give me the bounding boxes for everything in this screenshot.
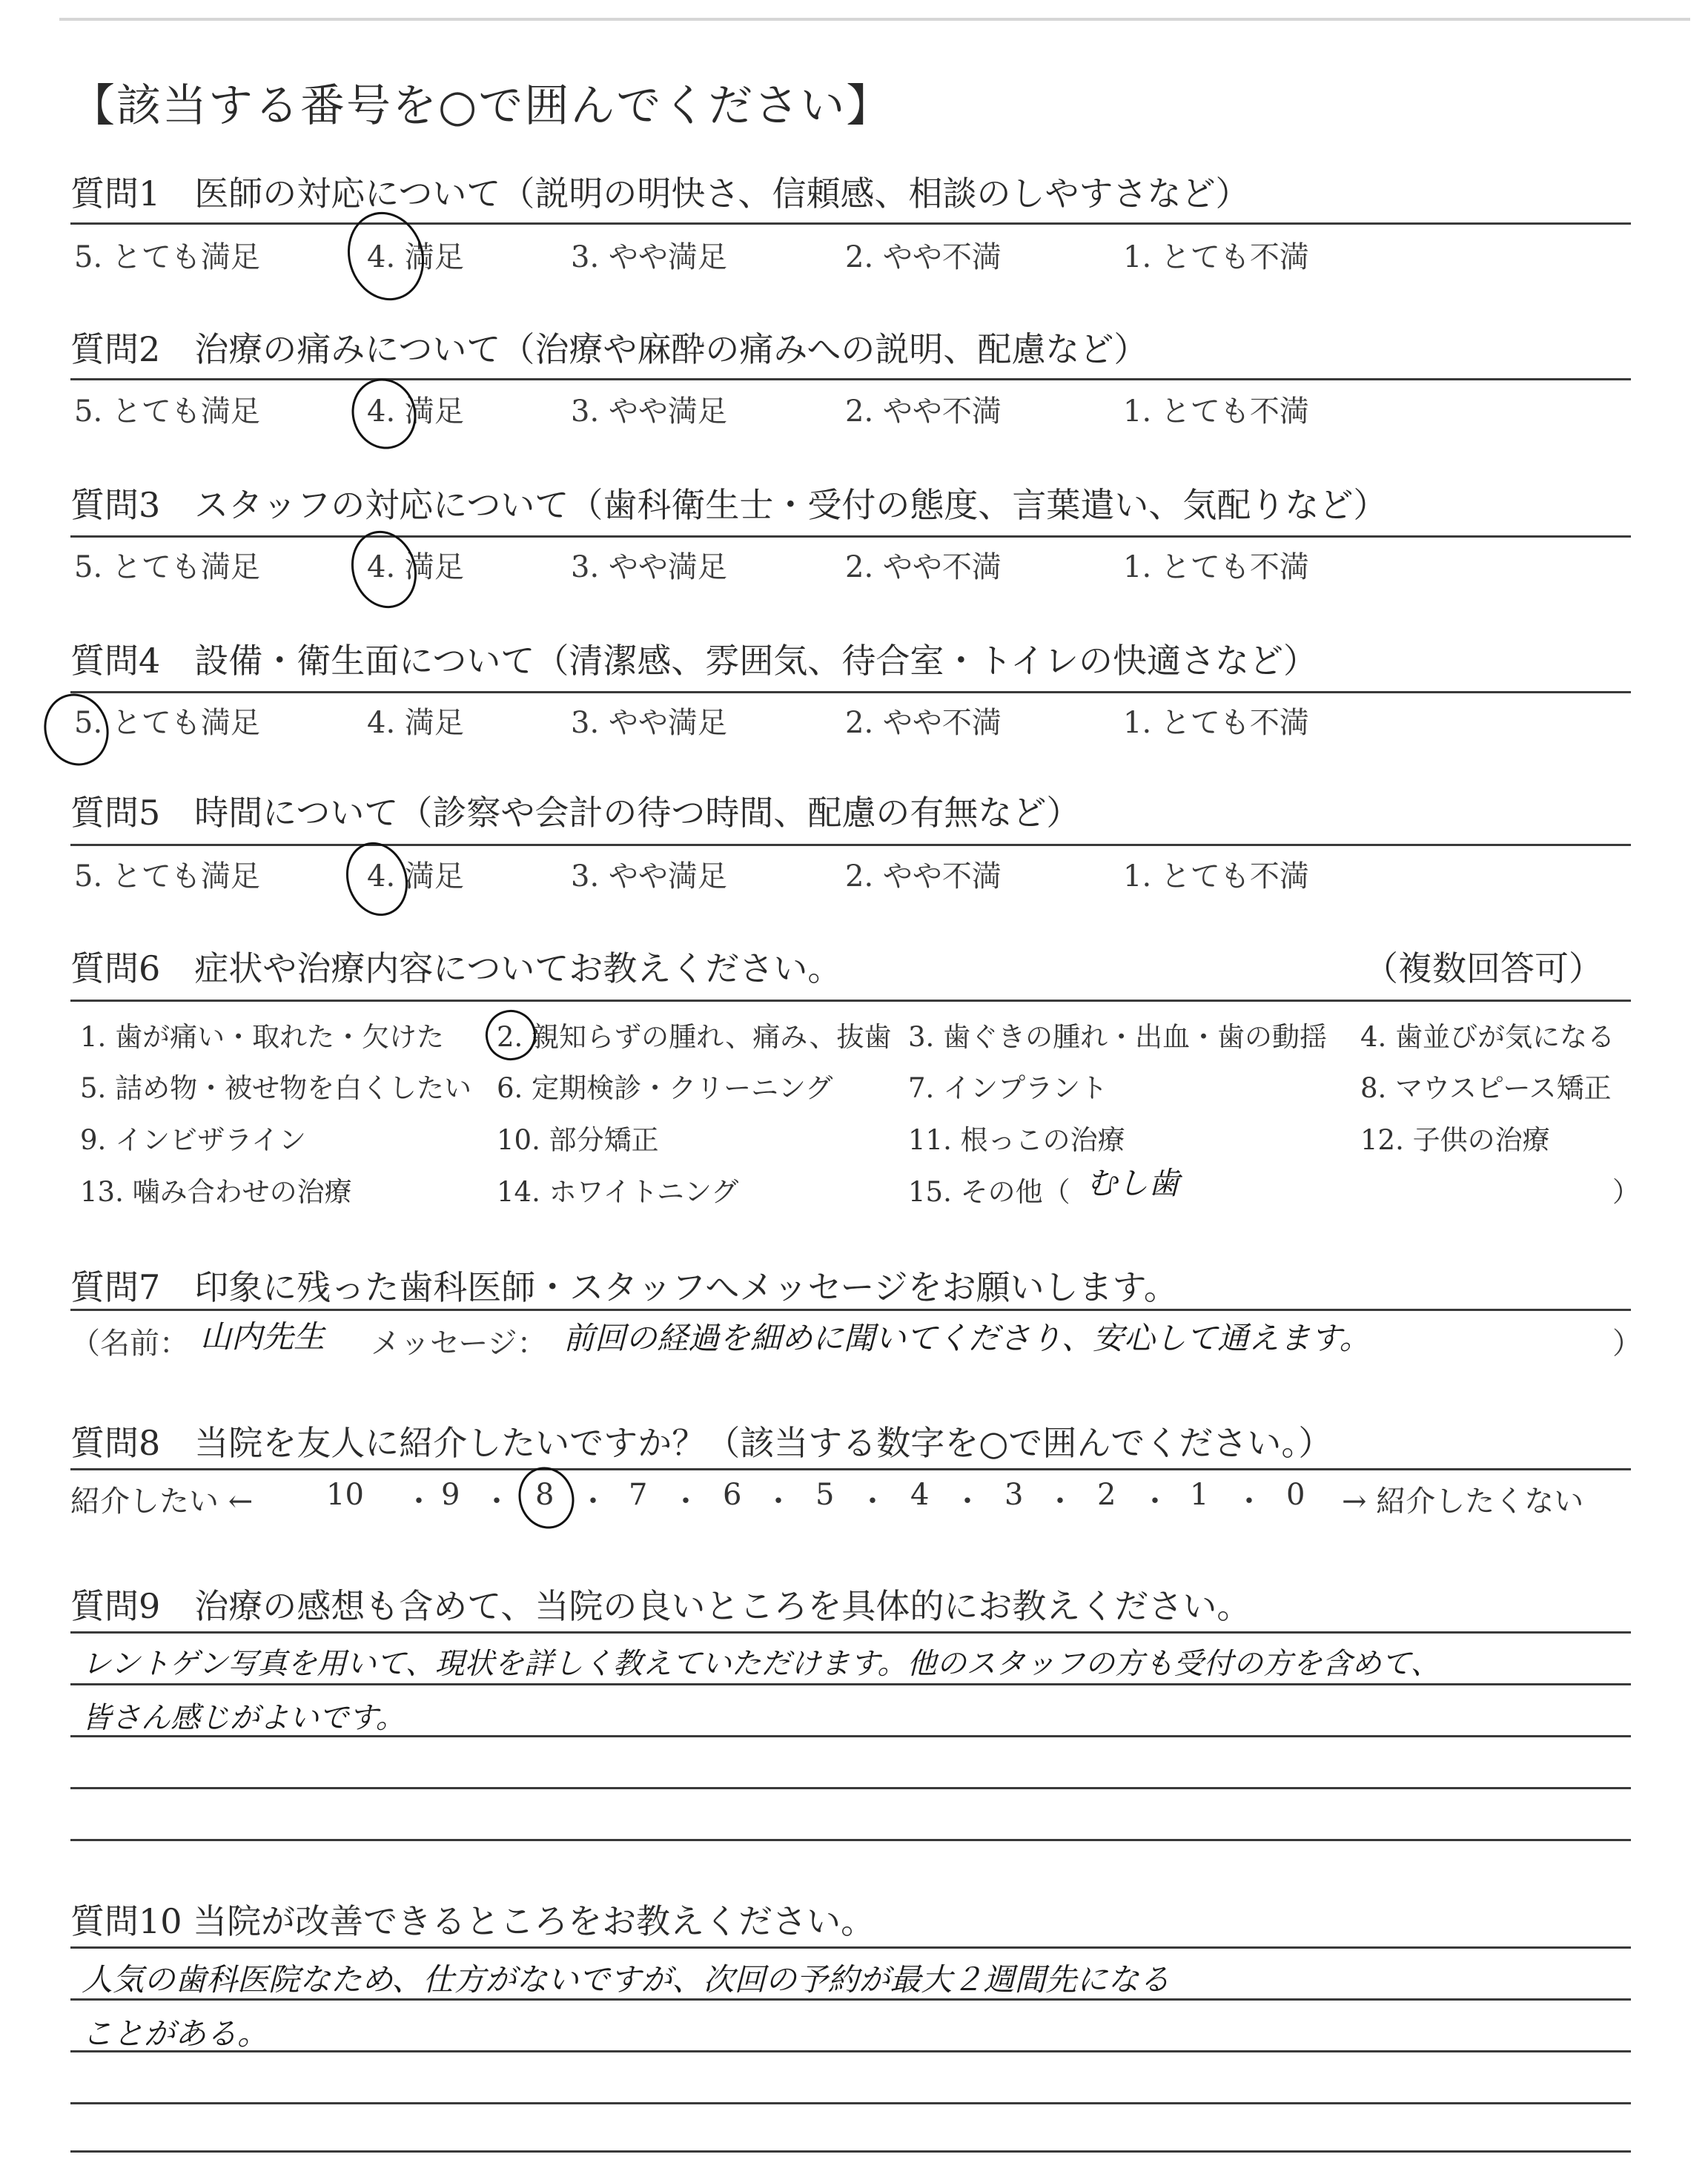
q8-selection-circle bbox=[511, 1460, 582, 1536]
q10-answer-line-2[interactable]: ことがある。 bbox=[82, 2015, 269, 2052]
q10-rule-3 bbox=[70, 2050, 1631, 2052]
q8-dot: ・ bbox=[953, 1484, 982, 1519]
q6-option-4[interactable]: 4. 歯並びが気になる bbox=[1360, 1021, 1615, 1053]
q6-option-9[interactable]: 9. インビザライン bbox=[80, 1124, 306, 1156]
q2-option-5[interactable]: 5. とても満足 bbox=[74, 394, 260, 429]
q10-rule-4 bbox=[70, 2102, 1631, 2104]
q3-option-3[interactable]: 3. やや満足 bbox=[571, 550, 727, 584]
q1-heading: 質問1 医師の対応について（説明の明快さ、信頼感、相談のしやすさなど） bbox=[70, 174, 1250, 214]
q5-heading: 質問5 時間について（診察や会計の待つ時間、配慮の有無など） bbox=[70, 793, 1081, 833]
q3-option-4[interactable]: 4. 満足 bbox=[367, 550, 464, 584]
q4-option-1[interactable]: 1. とても不満 bbox=[1123, 706, 1309, 740]
q6-option-3[interactable]: 3. 歯ぐきの腫れ・出血・歯の動揺 bbox=[908, 1021, 1328, 1053]
q1-option-2[interactable]: 2. やや不満 bbox=[845, 240, 1002, 274]
q5-option-3[interactable]: 3. やや満足 bbox=[571, 859, 727, 894]
q5-rule bbox=[70, 844, 1631, 846]
q6-rule bbox=[70, 1000, 1631, 1002]
q3-rule bbox=[70, 535, 1631, 538]
q8-dot: ・ bbox=[404, 1484, 434, 1519]
q8-left-label: 紹介したい ← bbox=[70, 1484, 254, 1519]
q3-heading: 質問3 スタッフの対応について（歯科衛生士・受付の態度、言葉遣い、気配りなど） bbox=[70, 485, 1388, 525]
q1-option-1[interactable]: 1. とても不満 bbox=[1123, 240, 1309, 274]
q8-scale-9[interactable]: 9 bbox=[441, 1478, 460, 1512]
q6-option-15[interactable]: 15. その他（ bbox=[908, 1176, 1070, 1208]
q4-option-2[interactable]: 2. やや不満 bbox=[845, 706, 1002, 740]
q8-dot: ・ bbox=[1045, 1484, 1075, 1519]
q10-rule-1 bbox=[70, 1946, 1631, 1949]
q10-heading: 質問10 当院が改善できるところをお教えください。 bbox=[70, 1901, 875, 1941]
q5-option-1[interactable]: 1. とても不満 bbox=[1123, 859, 1309, 894]
q4-option-5[interactable]: 5. とても満足 bbox=[74, 706, 260, 740]
q2-option-3[interactable]: 3. やや満足 bbox=[571, 394, 727, 429]
q3-option-2[interactable]: 2. やや不満 bbox=[845, 550, 1002, 584]
q8-rule bbox=[70, 1468, 1631, 1470]
q7-message-value[interactable]: 前回の経過を細めに聞いてくださり、安心して通えます。 bbox=[563, 1320, 1371, 1356]
q1-selection-circle bbox=[337, 202, 435, 310]
q6-option-7[interactable]: 7. インプラント bbox=[908, 1072, 1108, 1104]
q8-dot: ・ bbox=[858, 1484, 887, 1519]
q7-rule bbox=[70, 1309, 1631, 1311]
q4-option-3[interactable]: 3. やや満足 bbox=[571, 706, 727, 740]
q9-rule-2 bbox=[70, 1683, 1631, 1685]
q6-option-8[interactable]: 8. マウスピース矯正 bbox=[1360, 1072, 1612, 1104]
q3-option-5[interactable]: 5. とても満足 bbox=[74, 550, 260, 584]
q2-rule bbox=[70, 378, 1631, 380]
q8-scale-8[interactable]: 8 bbox=[535, 1478, 555, 1512]
q8-scale-6[interactable]: 6 bbox=[723, 1478, 742, 1512]
q5-option-4[interactable]: 4. 満足 bbox=[367, 859, 464, 894]
q6-option-1[interactable]: 1. 歯が痛い・取れた・欠けた bbox=[80, 1021, 445, 1053]
q1-option-3[interactable]: 3. やや満足 bbox=[571, 240, 727, 274]
q7-heading: 質問7 印象に残った歯科医師・スタッフへメッセージをお願いします。 bbox=[70, 1267, 1178, 1307]
q2-option-1[interactable]: 1. とても不満 bbox=[1123, 394, 1309, 429]
q4-option-4[interactable]: 4. 満足 bbox=[367, 706, 464, 740]
q8-scale-1[interactable]: 1 bbox=[1190, 1478, 1209, 1512]
q6-other-answer[interactable]: むし歯 bbox=[1086, 1165, 1180, 1201]
q8-scale-0[interactable]: 0 bbox=[1286, 1478, 1305, 1512]
q6-selection-circle bbox=[479, 1003, 543, 1067]
q6-note: （複数回答可） bbox=[1364, 948, 1603, 988]
q10-answer-line-1[interactable]: 人気の歯科医院なため、仕方がないですが、次回の予約が最大２週間先になる bbox=[82, 1961, 1171, 1998]
q2-option-2[interactable]: 2. やや不満 bbox=[845, 394, 1002, 429]
q7-message-label: メッセージ： bbox=[371, 1327, 547, 1361]
q6-option-2[interactable]: 2. 親知らずの腫れ、痛み、抜歯 bbox=[497, 1021, 892, 1053]
q5-option-5[interactable]: 5. とても満足 bbox=[74, 859, 260, 894]
q8-scale-3[interactable]: 3 bbox=[1004, 1478, 1024, 1512]
q6-heading: 質問6 症状や治療内容についてお教えください。 bbox=[70, 948, 842, 988]
q8-heading: 質問8 当院を友人に紹介したいですか？（該当する数字を○で囲んでください。） bbox=[70, 1423, 1333, 1463]
q5-option-2[interactable]: 2. やや不満 bbox=[845, 859, 1002, 894]
q8-scale-7[interactable]: 7 bbox=[629, 1478, 648, 1512]
page-title: 【該当する番号を○で囲んでください】 bbox=[70, 80, 893, 132]
q1-option-5[interactable]: 5. とても満足 bbox=[74, 240, 260, 274]
q8-scale-4[interactable]: 4 bbox=[910, 1478, 930, 1512]
q8-dot: ・ bbox=[578, 1484, 608, 1519]
q5-selection-circle bbox=[337, 834, 417, 924]
q2-heading: 質問2 治療の痛みについて（治療や麻酔の痛みへの説明、配慮など） bbox=[70, 329, 1148, 369]
q9-rule-4 bbox=[70, 1787, 1631, 1789]
q6-option-5[interactable]: 5. 詰め物・被せ物を白くしたい bbox=[80, 1072, 472, 1104]
q8-dot: ・ bbox=[1140, 1484, 1170, 1519]
q6-option-12[interactable]: 12. 子供の治療 bbox=[1360, 1124, 1550, 1156]
q2-option-4[interactable]: 4. 満足 bbox=[367, 394, 464, 429]
q8-dot: ・ bbox=[1234, 1484, 1264, 1519]
q8-scale-2[interactable]: 2 bbox=[1097, 1478, 1116, 1512]
q8-right-label: → 紹介したくない bbox=[1342, 1484, 1584, 1519]
q8-dot: ・ bbox=[764, 1484, 793, 1519]
q8-scale-5[interactable]: 5 bbox=[815, 1478, 835, 1512]
q8-dot: ・ bbox=[482, 1484, 512, 1519]
q6-option-11[interactable]: 11. 根っこの治療 bbox=[908, 1124, 1125, 1156]
q9-rule-1 bbox=[70, 1631, 1631, 1634]
q6-option-6[interactable]: 6. 定期検診・クリーニング bbox=[497, 1072, 833, 1104]
q6-option-10[interactable]: 10. 部分矯正 bbox=[497, 1124, 659, 1156]
q1-option-4[interactable]: 4. 満足 bbox=[367, 240, 464, 274]
q7-name-label: （名前： bbox=[70, 1327, 189, 1361]
q8-dot: ・ bbox=[671, 1484, 701, 1519]
q6-option-14[interactable]: 14. ホワイトニング bbox=[497, 1176, 739, 1208]
q9-heading: 質問9 治療の感想も含めて、当院の良いところを具体的にお教えください。 bbox=[70, 1586, 1251, 1626]
q4-rule bbox=[70, 691, 1631, 693]
q6-option-13[interactable]: 13. 噛み合わせの治療 bbox=[80, 1176, 352, 1208]
q9-rule-5 bbox=[70, 1839, 1631, 1841]
q10-rule-5 bbox=[70, 2150, 1631, 2153]
q8-scale-10[interactable]: 10 bbox=[326, 1478, 364, 1512]
q9-answer-line-1[interactable]: レントゲン写真を用いて、現状を詳しく教えていただけます。他のスタッフの方も受付の方を含めて、 bbox=[82, 1647, 1440, 1681]
q9-answer-line-2[interactable]: 皆さん感じがよいです。 bbox=[82, 1701, 406, 1735]
q2-selection-circle bbox=[342, 370, 425, 458]
q4-heading: 質問4 設備・衛生面について（清潔感、雰囲気、待合室・トイレの快適さなど） bbox=[70, 641, 1318, 681]
q7-name-value[interactable]: 山内先生 bbox=[200, 1318, 325, 1355]
q6-other-close-paren: ） bbox=[1612, 1176, 1640, 1208]
q1-rule bbox=[70, 222, 1631, 225]
q3-option-1[interactable]: 1. とても不満 bbox=[1123, 550, 1309, 584]
top-border bbox=[59, 18, 1690, 21]
q7-close-paren: ） bbox=[1612, 1327, 1642, 1361]
